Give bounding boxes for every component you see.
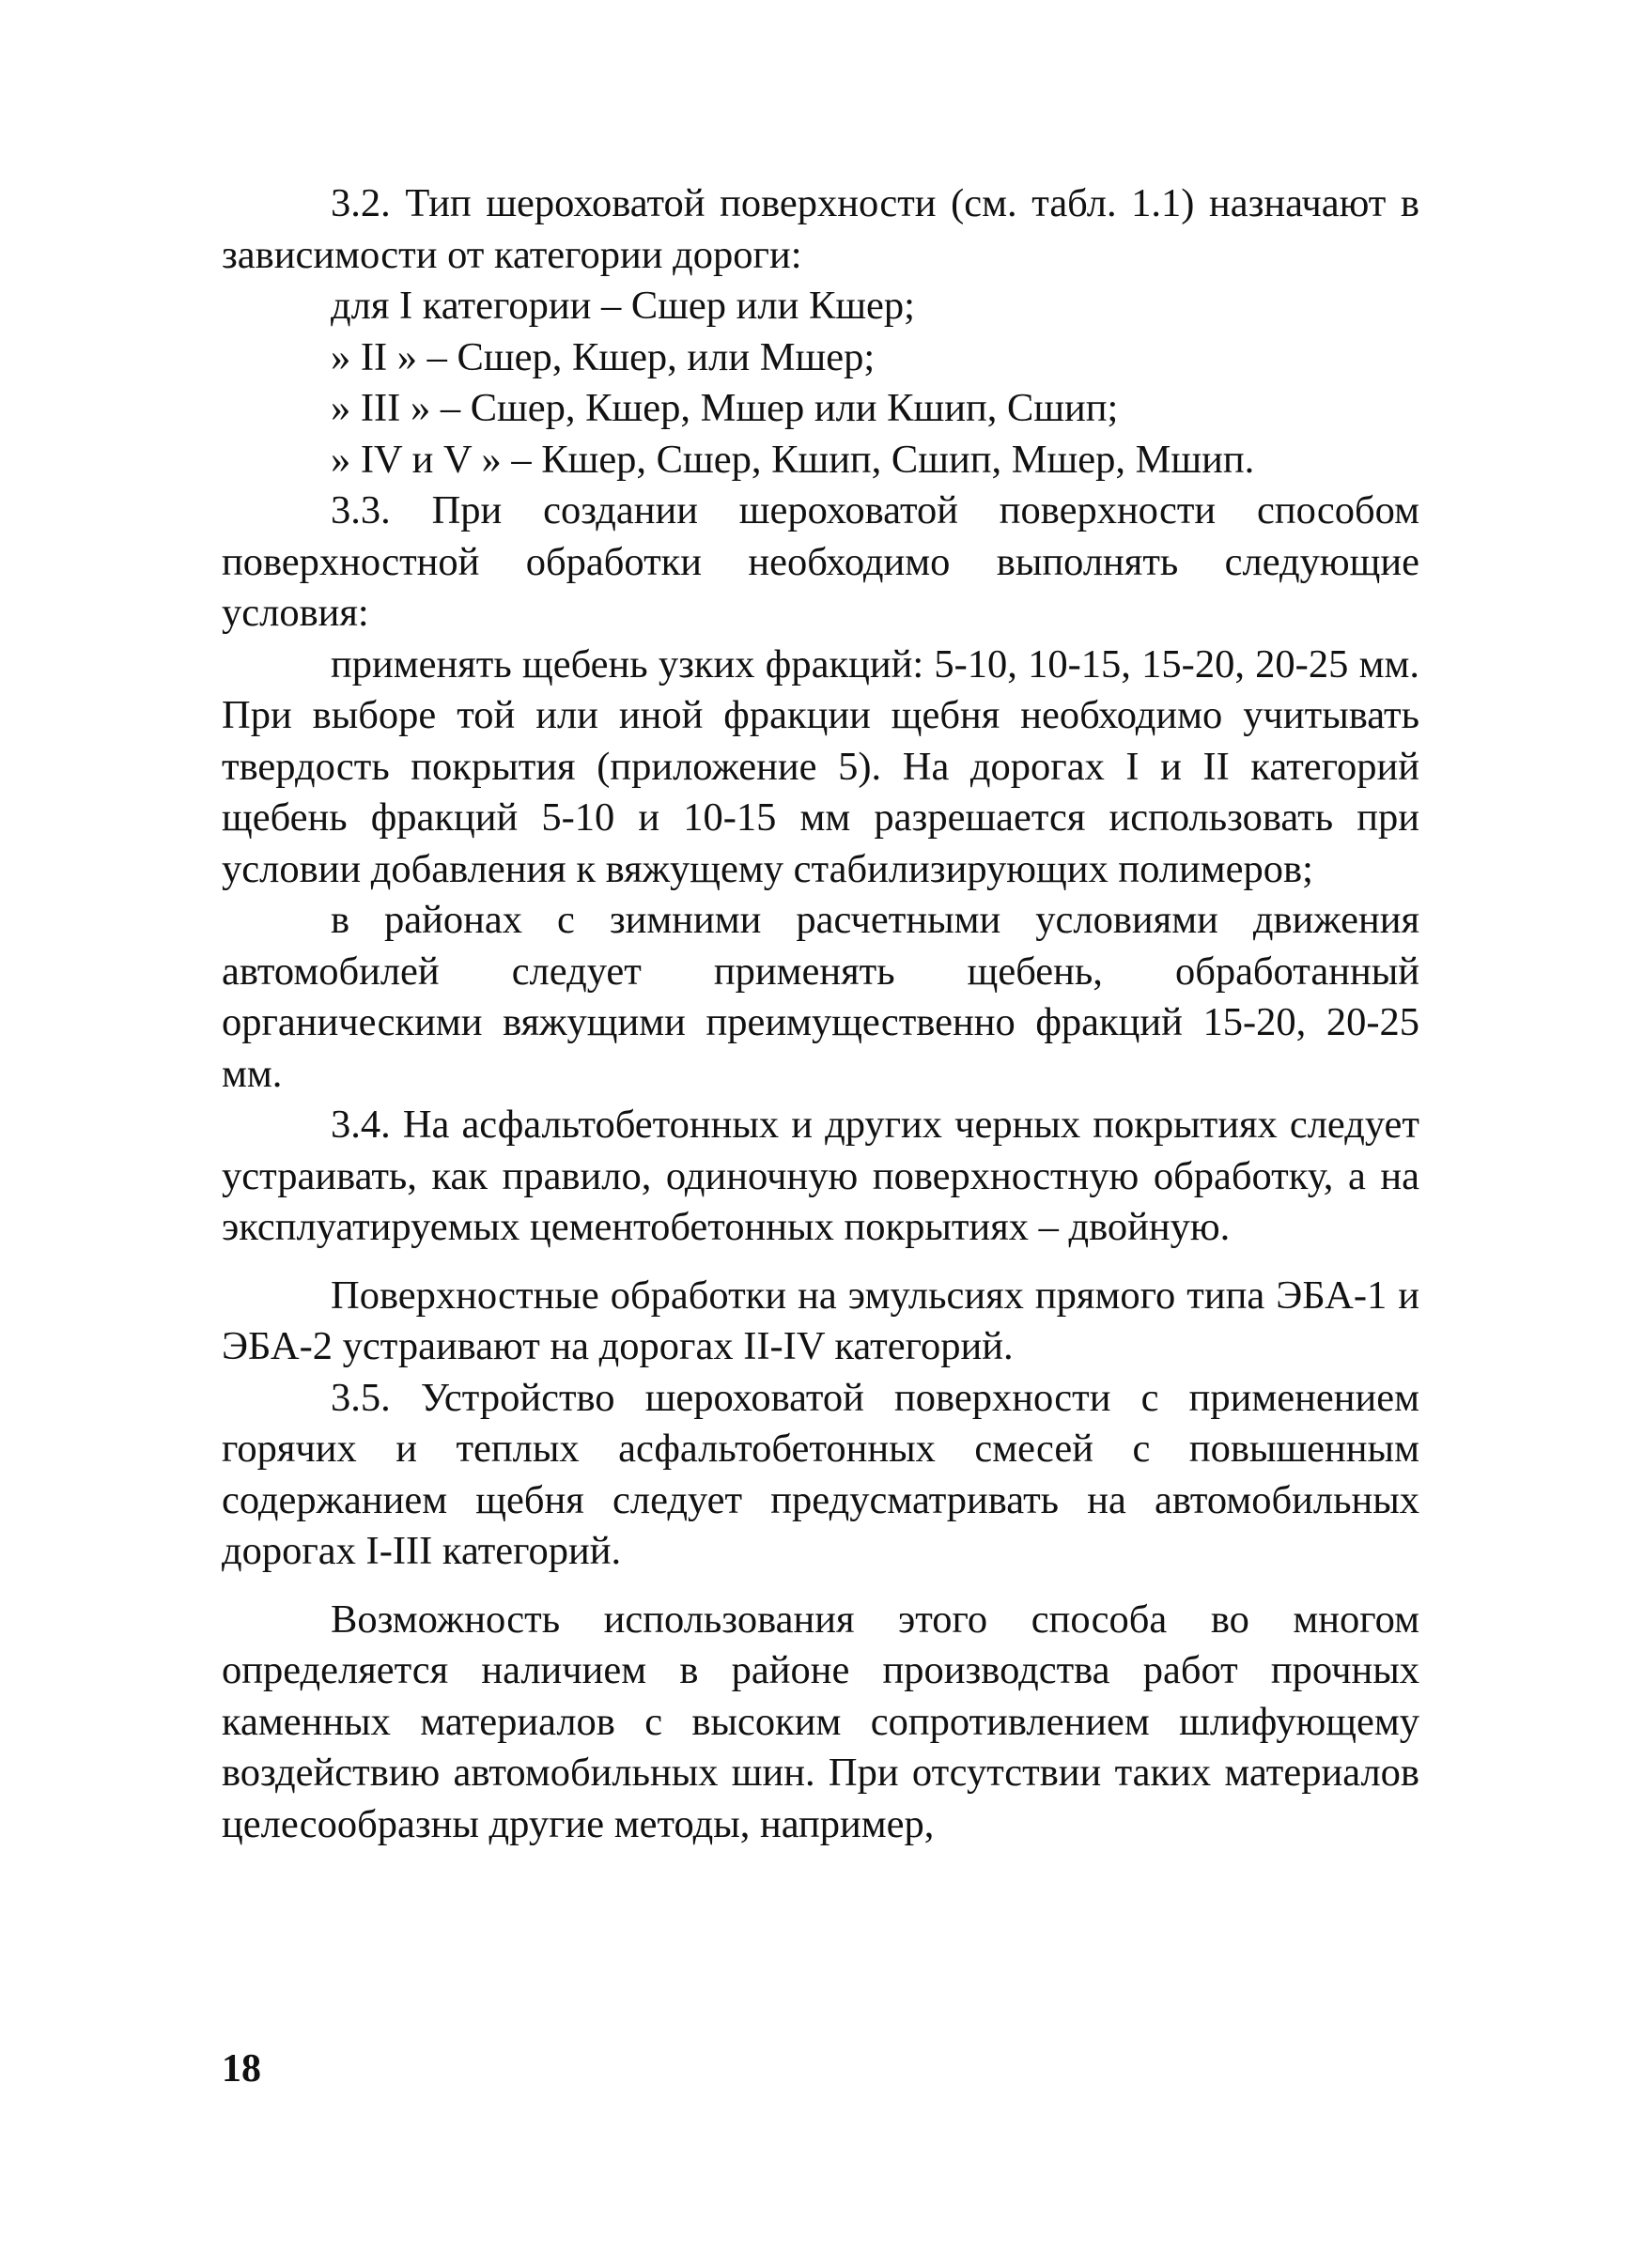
paragraph-3-5: 3.5. Устройство шероховатой поверхности с применением горячих и теплых асфальтобетонных смесей с повышенным содержанием щебня следует предусматривать на автомобильных дорогах I-III категорий. [222,1375,1419,1573]
list-item-category-1: для I категории – Сшер или Кшер; [331,284,915,328]
document-body [222,178,1419,1850]
paragraph-method-possibility: Возможность использования этого способа во многом определяется наличием в районе производства работ прочных каменных материалов с высоким сопротивлением шлифующему воздействию автомобильных шин. При отсутствии таких материалов целесообразны другие методы, например, [222,1597,1419,1846]
page-number: 18 [222,2047,261,2091]
paragraph-condition-winter: в районах с зимними расчетными условиями движения автомобилей следует применять щебень, обработанный органическими вяжущими преимущественно фракций 15-20, 20-25 мм. [222,898,1419,1096]
list-item-category-2: » II » – Сшер, Кшер, или Мшер; [331,334,876,379]
paragraph-emulsions: Поверхностные обработки на эмульсиях прямого типа ЭБА-1 и ЭБА-2 устраивают на дорогах II-IV категорий. [222,1273,1419,1368]
list-item-category-3: » III » – Сшер, Кшер, Мшер или Кшип, Сшип; [331,386,1119,430]
paragraph-3-2: 3.2. Тип шероховатой поверхности (см. табл. 1.1) назначают в зависимости от категории дороги: [222,181,1419,277]
paragraph-3-3: 3.3. При создании шероховатой поверхности способом поверхностной обработки необходимо выполнять следующие условия: [222,488,1419,635]
paragraph-3-4: 3.4. На асфальтобетонных и других черных покрытиях следует устраивать, как правило, одиночную поверхностную обработку, а на эксплуатируемых цементобетонных покрытиях – двойную. [222,1103,1419,1249]
list-item-category-4-5: » IV и V » – Кшер, Сшер, Кшип, Сшип, Мшер, Мшип. [331,437,1255,482]
paragraph-condition-fractions: применять щебень узких фракций: 5-10, 10-15, 15-20, 20-25 мм. При выборе той или иной фракции щебня необходимо учитывать твердость покрытия (приложение 5). На дорогах I и II категорий щебень фракций 5-10 и 10-15 мм разрешается использовать при условии добавления к вяжущему стабилизирующих полимеров; [222,641,1419,891]
